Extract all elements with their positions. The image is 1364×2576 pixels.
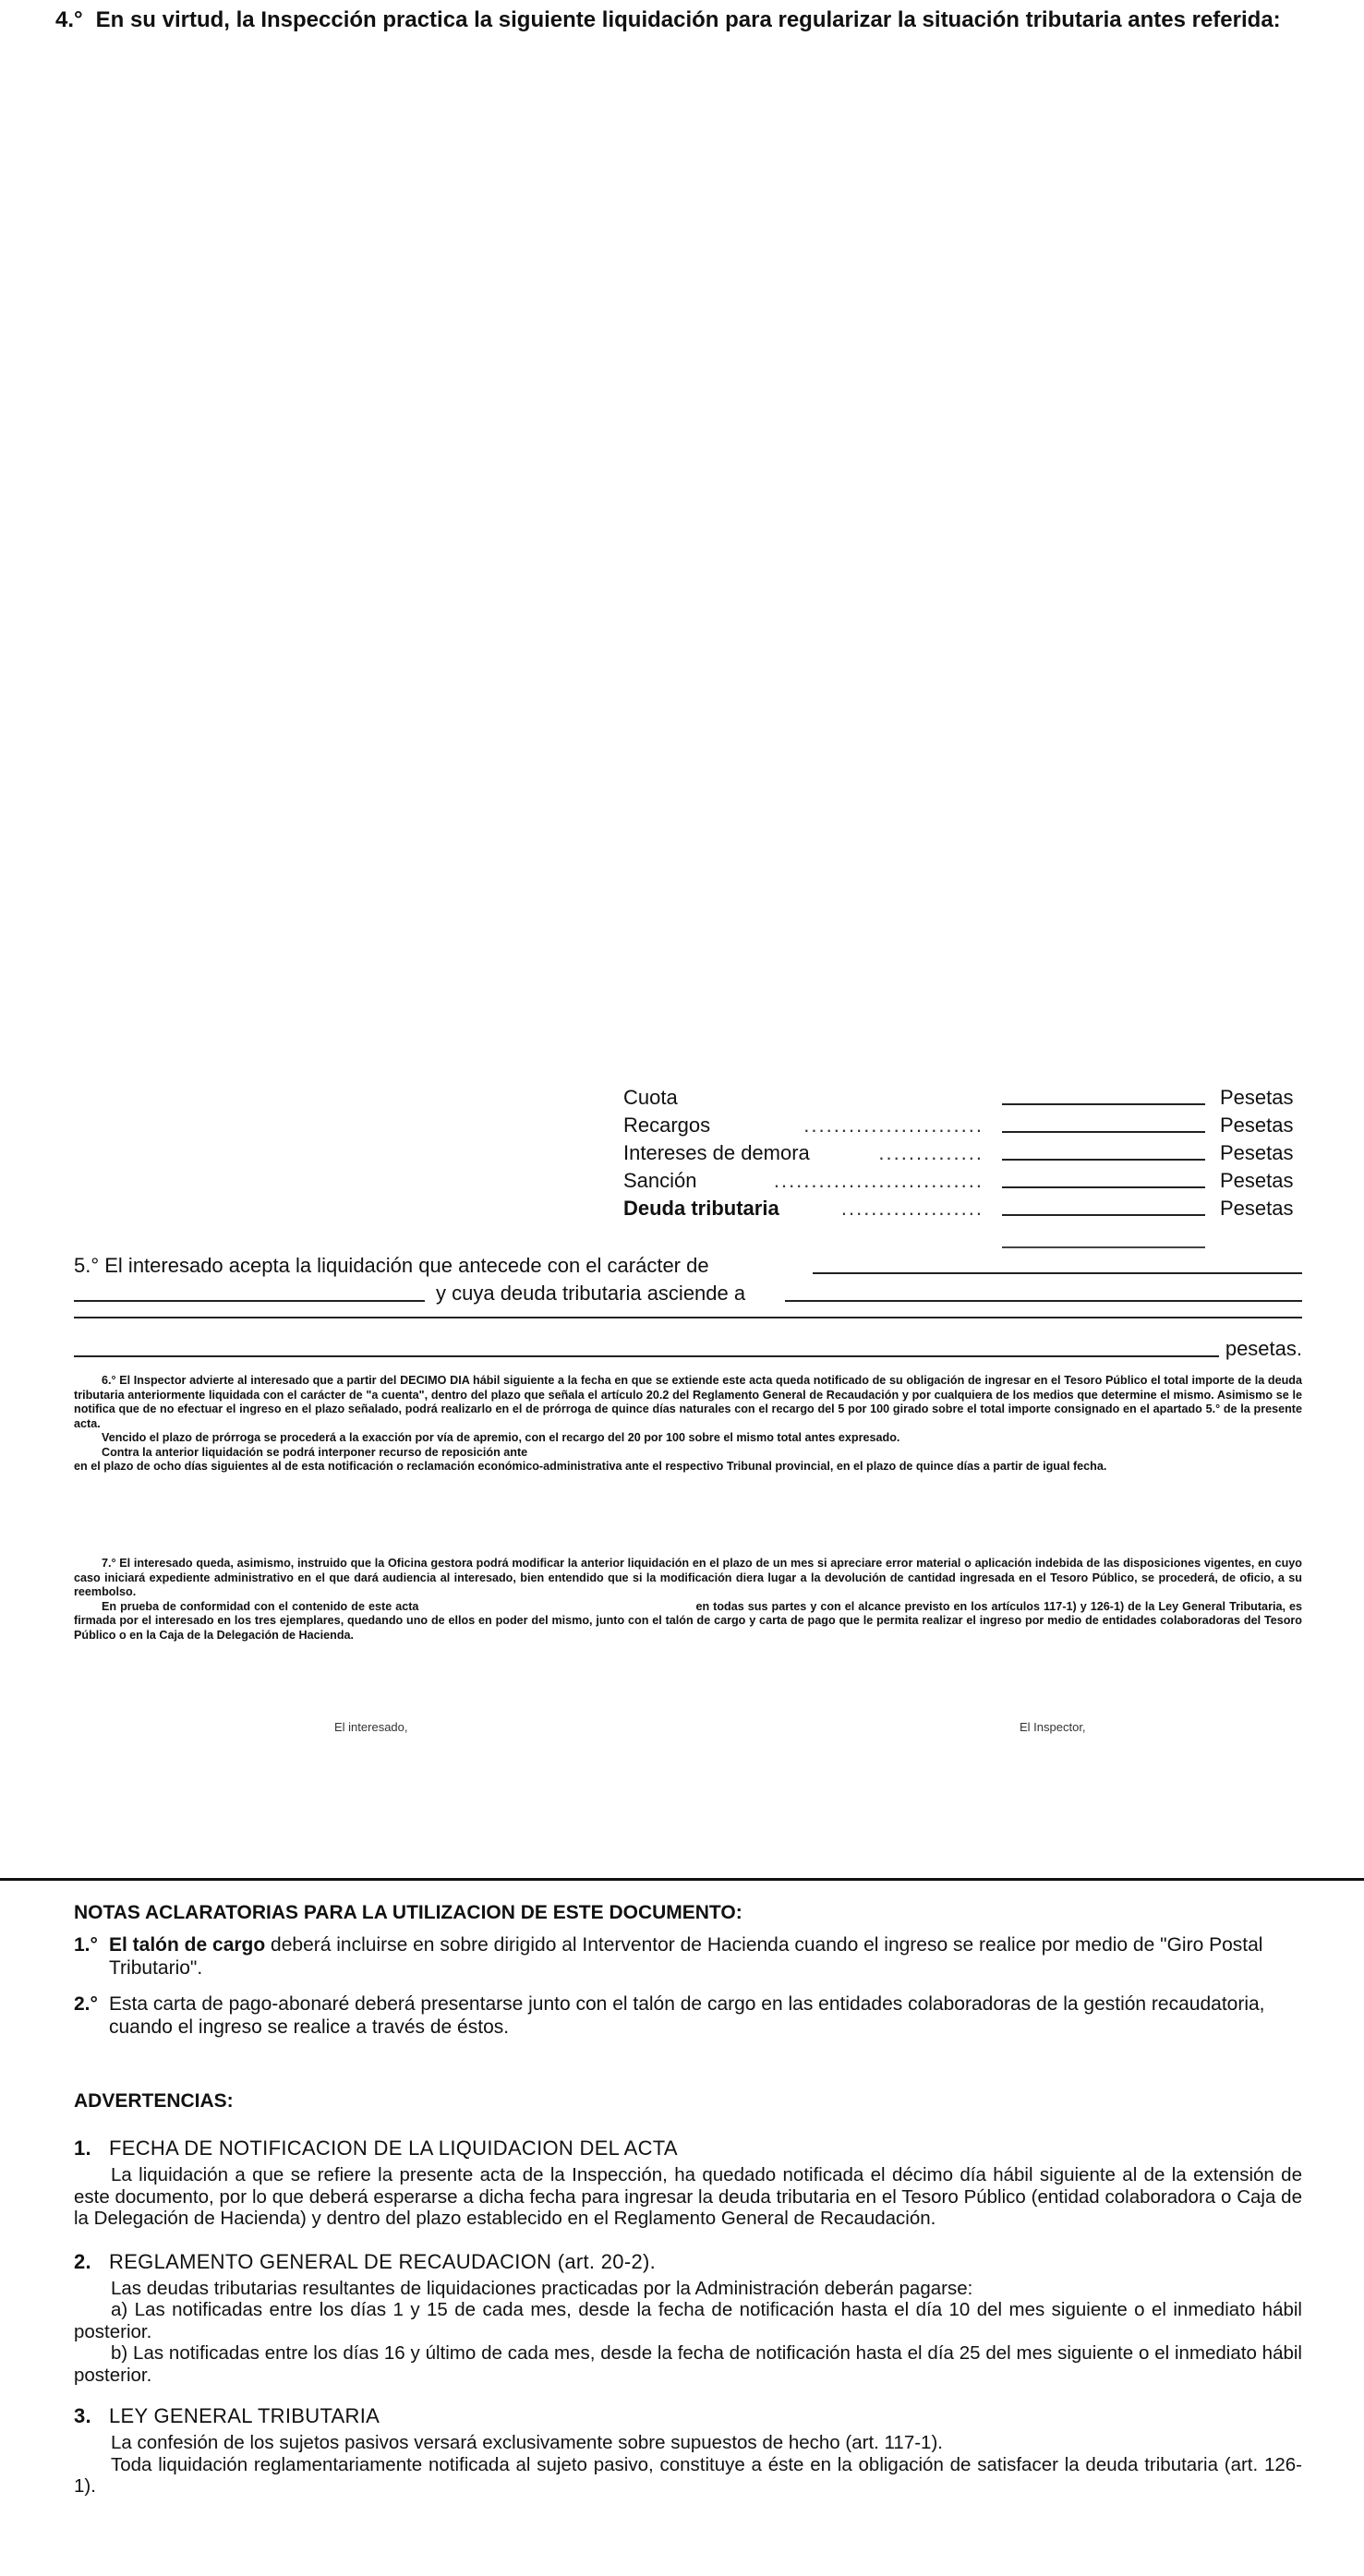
warning-item [74,2137,1302,2230]
liquidation-unit: Pesetas [1220,1169,1294,1192]
liquidation-dots: ............................ [773,1169,984,1192]
liquidation-dots: ........................ [803,1113,984,1137]
section-7-text-b: en todas sus partes y con el alcance previsto en los artículos 117-1) y 126-1) de la Ley General Tributaria, es firmada por el interesado en los tres ejemplares, quedando uno de ellos en poder del mismo, junto con el talón de cargo y carta de pago que le permita realizar el ingreso por medio de entidades colaboradoras del Tesoro Público o en la Caja de la Delegación de Hacienda. [74,1599,1303,1642]
section-6-paragraph: 6.° El Inspector advierte al interesado que a partir del DECIMO DIA hábil siguiente a la fecha en que se extiende este acta queda notificado de su obligación de ingresar en el Tesoro Público el total importe de la deuda tributaria anteriormente liquidada con el carácter de "a cuenta", dentro del plazo que señala el artículo 20.2 del Reglamento General de Recaudación y por cualquiera de los medios que determine el mismo. Asimismo se le notifica que de no efectuar el ingreso en el plazo señalado, podrá realizarlo en el de prórroga de quince días naturales con el recargo del 5 por 100 girado sobre el total importe consignado en el apartado 5.° de la presente acta. [74,1374,1302,1430]
note-item [74,1933,1302,1980]
warning-heading [74,2404,1302,2428]
warning-heading [74,2137,1302,2161]
liquidation-dots: ................... [840,1197,984,1220]
section-5-line-2 [74,1282,1302,1309]
section-5-text-b: y cuya deuda tributaria asciende a [436,1282,746,1305]
divider-line [0,1878,1364,1881]
fill-line [74,1317,1302,1318]
fill-line [785,1300,1302,1302]
warning-number: 2. [74,2249,91,2273]
total-underline [1002,1246,1205,1248]
warning-body [74,2278,1302,2387]
liquidation-label: Deuda tributaria [623,1197,779,1220]
warning-paragraph: Toda liquidación reglamentariamente notificada al sujeto pasivo, constituye a éste en la obligación de satisfacer la deuda tributaria (art. 126-1). [74,2453,1302,2497]
warning-body [74,2164,1302,2230]
section-5-line-4 [74,1337,1302,1365]
note-text: Esta carta de pago-abonaré deberá presentarse junto con el talón de cargo en las entidades colaboradoras de la gestión recaudatoria, cuando el ingreso se realice a través de éstos. [109,1993,1265,2038]
notes-title: NOTAS ACLARATORIAS PARA LA UTILIZACION DE ESTE DOCUMENTO: [74,1902,742,1923]
section-7-conformity [74,1600,1302,1643]
note-number: 2.° [74,1993,98,2015]
note-text: deberá incluirse en sobre dirigido al Interventor de Hacienda cuando el ingreso se realice por medio de "Giro Postal Tributario". [109,1934,1263,1979]
warning-item [74,2404,1302,2498]
liquidation-unit: Pesetas [1220,1113,1294,1137]
liquidation-unit: Pesetas [1220,1086,1294,1109]
section-4-number: 4.° [55,7,83,32]
liquidation-label: Intereses de demora [623,1141,810,1164]
warning-heading-text: LEY GENERAL TRIBUTARIA [109,2404,380,2427]
notes-section [74,1902,1302,2039]
section-4-text: En su virtud, la Inspección practica la siguiente liquidación para regularizar la situación tributaria antes referida: [95,7,1281,32]
amount-line [1002,1131,1205,1133]
section-5 [74,1254,1302,1365]
liquidation-dots: .............. [878,1141,984,1164]
section-6 [74,1374,1302,1475]
note-item [74,1992,1302,2039]
fill-line [74,1355,1219,1357]
warning-paragraph: Las deudas tributarias resultantes de liquidaciones practicadas por la Administración deberán pagarse: [111,2277,973,2299]
liquidation-table [623,1084,1303,1222]
liquidation-row-recargos [623,1112,1303,1139]
note-bold-text: El talón de cargo [109,1934,266,1956]
fill-line [74,1300,425,1302]
warning-item [74,2250,1302,2387]
warning-heading [74,2250,1302,2274]
section-7 [74,1557,1302,1643]
warning-number: 3. [74,2404,91,2427]
liquidation-label: Cuota [623,1086,678,1109]
note-number: 1.° [74,1934,98,1956]
section-6-paragraph: en el plazo de ocho días siguientes al de esta notificación o reclamación económico-administrativa ante el respectivo Tribunal provincial, en el plazo de quince días a partir de igual fecha. [74,1460,1107,1473]
warning-number: 1. [74,2137,91,2160]
section-7-text-a: En prueba de conformidad con el contenido de este acta [102,1599,419,1613]
warning-body [74,2432,1302,2498]
warning-paragraph: b) Las notificadas entre los días 16 y último de cada mes, desde la fecha de notificación hasta el día 25 del mes siguiente o el inmediato hábil posterior. [74,2342,1302,2386]
amount-line [1002,1186,1205,1188]
warning-heading-text: REGLAMENTO GENERAL DE RECAUDACION (art. 20-2). [109,2249,657,2273]
signature-inspector: El Inspector, [1020,1720,1086,1734]
warnings-title: ADVERTENCIAS: [74,2090,234,2112]
liquidation-unit: Pesetas [1220,1197,1294,1220]
section-4 [55,7,1281,33]
section-5-line-1 [74,1254,1302,1282]
warning-paragraph: a) Las notificadas entre los días 1 y 15 de cada mes, desde la fecha de notificación hasta el día 10 del mes siguiente o el inmediato hábil posterior. [74,2299,1302,2342]
section-6-paragraph: Contra la anterior liquidación se podrá interponer recurso de reposición ante [102,1445,528,1459]
liquidation-label: Recargos [623,1113,711,1137]
fill-line [813,1272,1302,1274]
warning-heading-text: FECHA DE NOTIFICACION DE LA LIQUIDACION DEL ACTA [109,2137,678,2160]
liquidation-row-intereses [623,1139,1303,1167]
liquidation-label: Sanción [623,1169,697,1192]
liquidation-row-cuota [623,1084,1303,1112]
liquidation-row-sancion [623,1167,1303,1195]
warning-paragraph: La liquidación a que se refiere la presente acta de la Inspección, ha quedado notificada el décimo día hábil siguiente al de la extensión de este documento, por lo que deberá esperarse a dicha fecha para ingresar la deuda tributaria en el Tesoro Público (entidad colaboradora o Caja de la Delegación de Hacienda) y dentro del plazo establecido en el Reglamento General de Recaudación. [74,2164,1302,2229]
section-5-line-3 [74,1309,1302,1337]
liquidation-unit: Pesetas [1220,1141,1294,1164]
amount-line [1002,1214,1205,1216]
section-7-paragraph: 7.° El interesado queda, asimismo, instruido que la Oficina gestora podrá modificar la anterior liquidación en el plazo de un mes si apreciare error material o aplicación indebida de las disposiciones vigentes, en cuyo caso iniciará expediente administrativo en el que dará audiencia al interesado, bien entendido que si la modificación diera lugar a la devolución de cantidad ingresada en el Tesoro Público, se procederá, de oficio, a su reembolso. [74,1557,1302,1598]
warnings-section [74,2090,1302,2498]
amount-line [1002,1103,1205,1105]
section-5-text-a: 5.° El interesado acepta la liquidación que antecede con el carácter de [74,1254,709,1277]
section-6-paragraph: Vencido el plazo de prórroga se procederá a la exacción por vía de apremio, con el recargo del 20 por 100 sobre el mismo total antes expresado. [102,1431,900,1444]
amount-line [1002,1159,1205,1161]
signature-interesado: El interesado, [334,1720,408,1734]
warning-paragraph: La confesión de los sujetos pasivos versará exclusivamente sobre supuestos de hecho (art. 117-1). [111,2432,943,2453]
liquidation-row-deuda [623,1195,1303,1222]
section-5-text-c: pesetas. [1225,1337,1302,1360]
